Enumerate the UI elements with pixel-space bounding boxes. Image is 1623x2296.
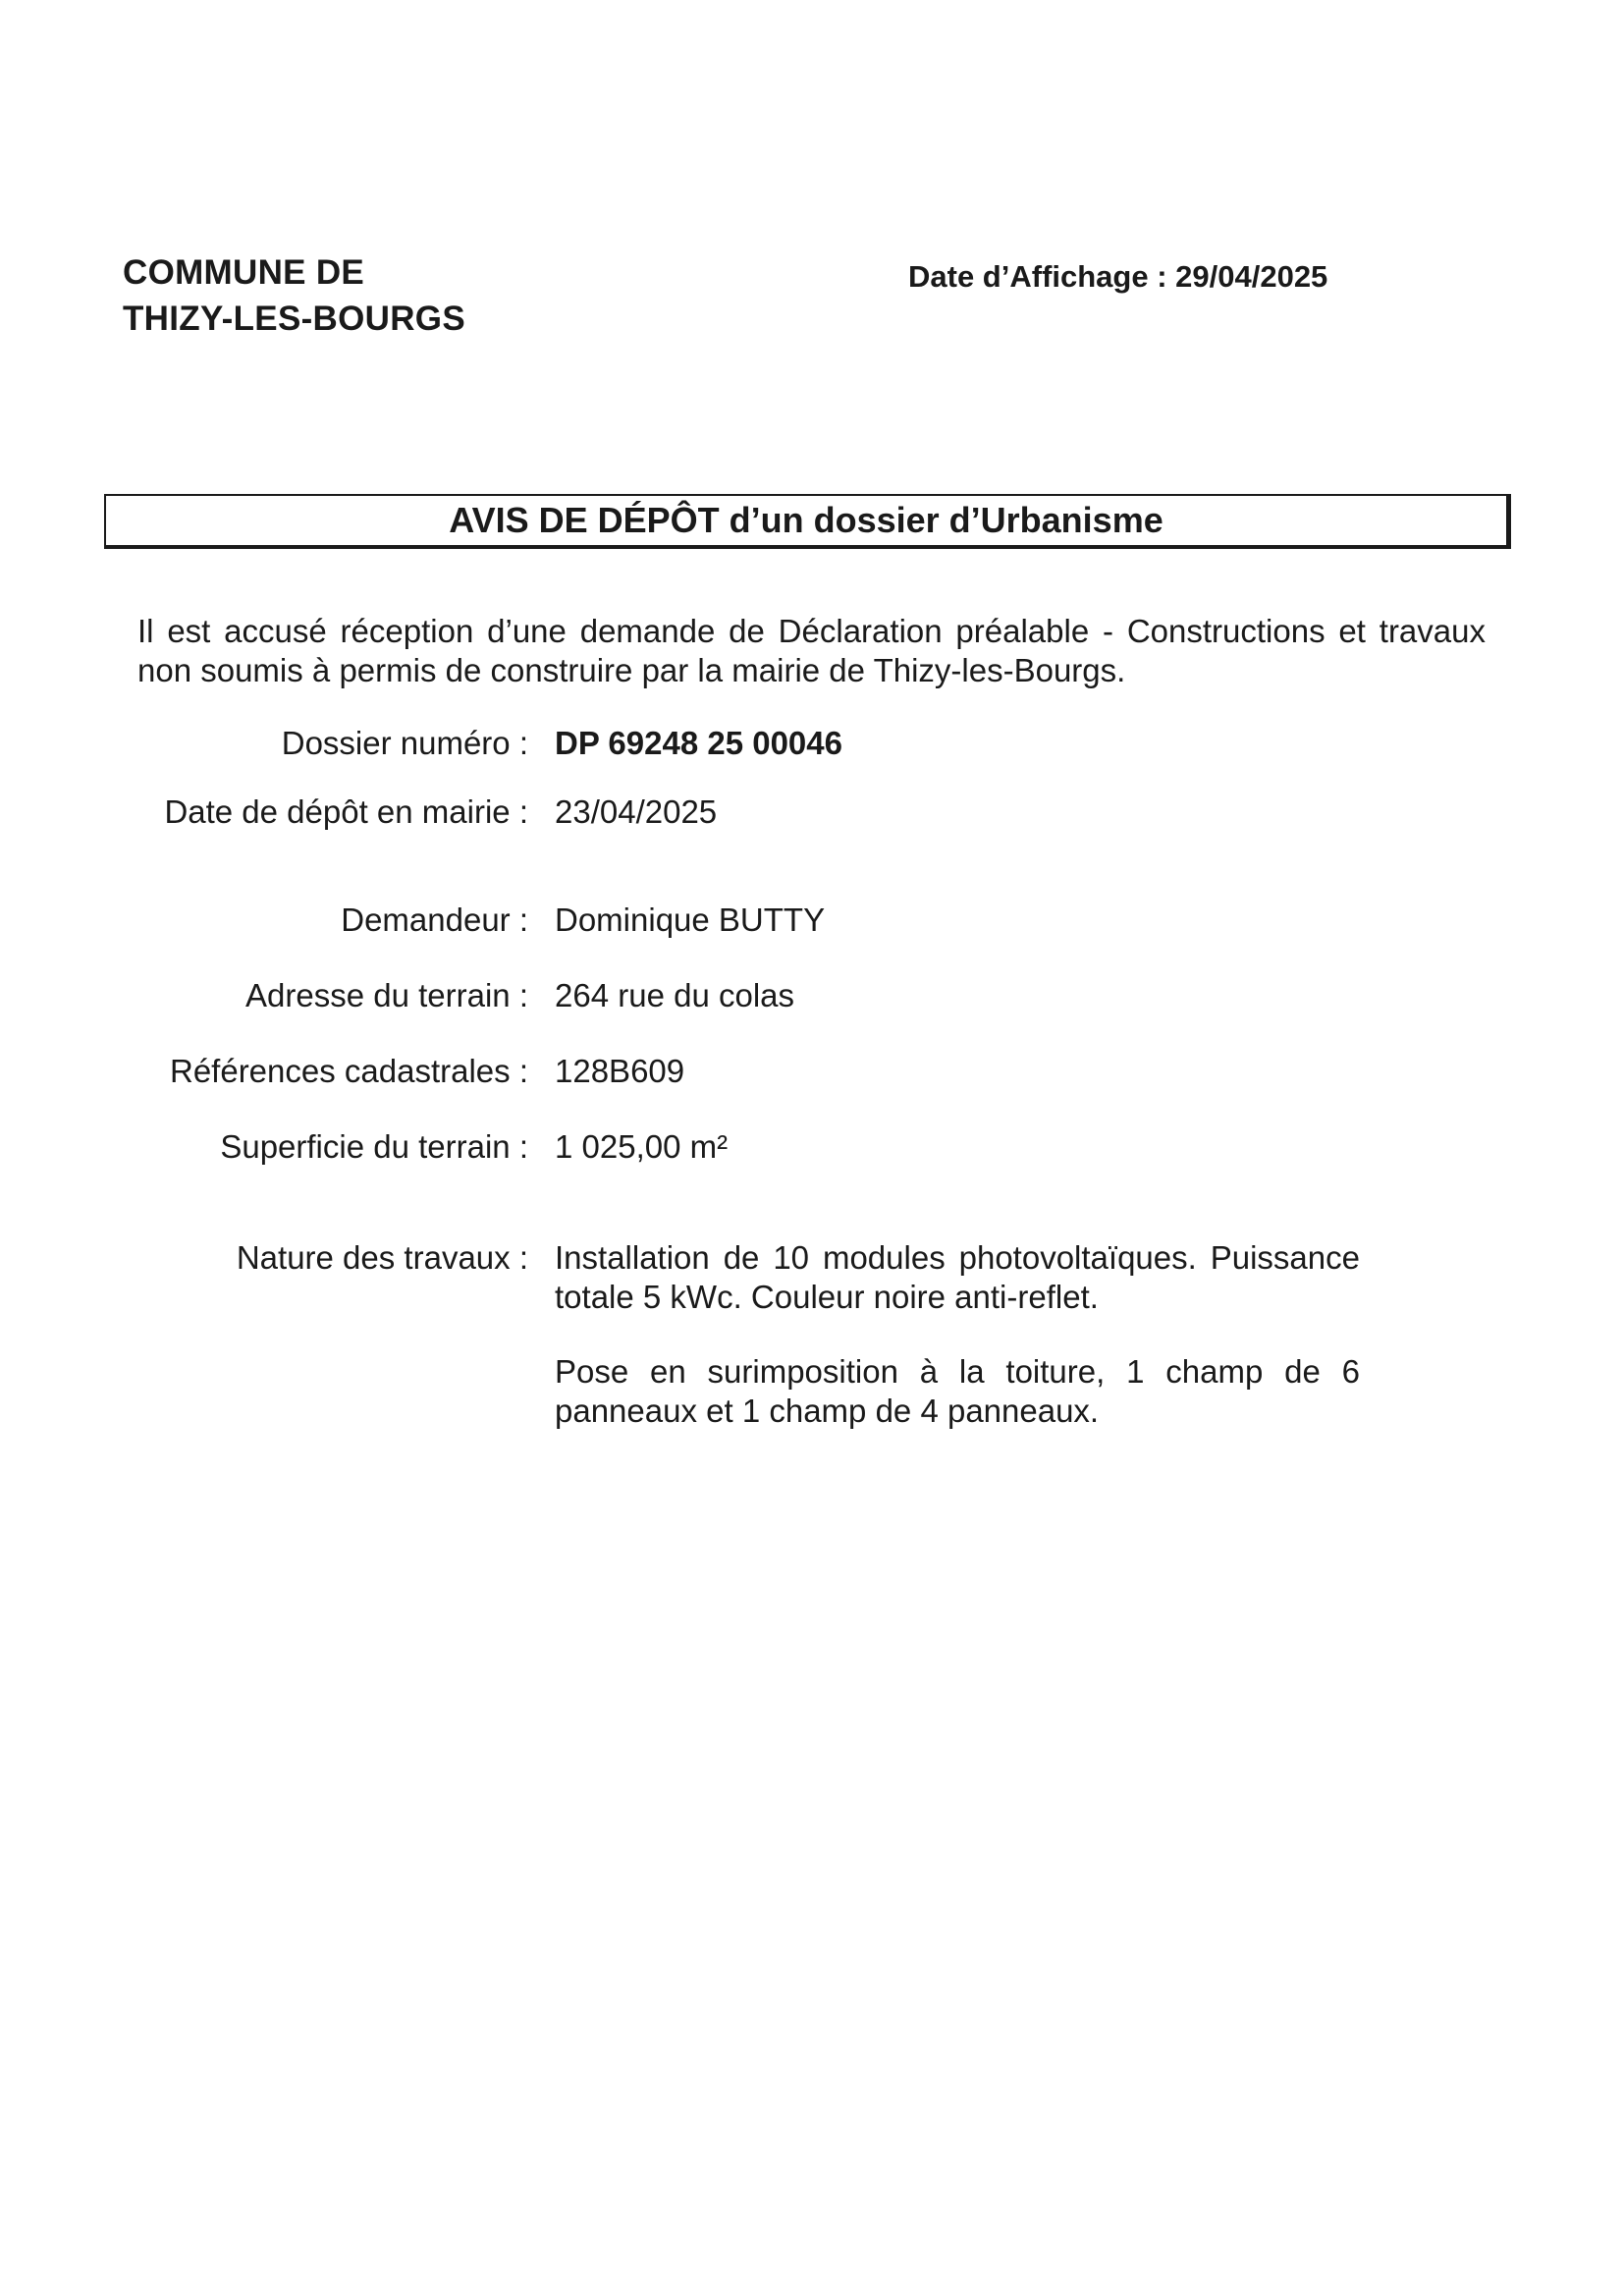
commune-line-2: THIZY-LES-BOURGS bbox=[123, 300, 465, 338]
field-label: Demandeur : bbox=[341, 902, 528, 938]
superficie-value: 1 025,00 m² bbox=[555, 1128, 729, 1165]
demandeur-value: Dominique BUTTY bbox=[555, 902, 826, 938]
dossier-number: DP 69248 25 00046 bbox=[555, 725, 842, 761]
field-label: Superficie du terrain : bbox=[220, 1128, 528, 1165]
nature-paragraph-1: Installation de 10 modules photovoltaïques. Puissance totale 5 kWc. Couleur noire anti-reflet. bbox=[555, 1239, 1360, 1315]
commune-line-1: COMMUNE DE bbox=[123, 253, 365, 292]
date-affichage: Date d’Affichage : 29/04/2025 bbox=[908, 259, 1328, 294]
commune-name bbox=[123, 249, 465, 342]
nature-paragraph-2: Pose en surimposition à la toiture, 1 champ de 6 panneaux et 1 champ de 4 panneaux. bbox=[555, 1353, 1360, 1429]
cadastre-value: 128B609 bbox=[555, 1053, 685, 1089]
field-label: Nature des travaux : bbox=[236, 1239, 528, 1276]
field-label: Adresse du terrain : bbox=[245, 977, 528, 1013]
adresse-value: 264 rue du colas bbox=[555, 977, 795, 1013]
intro-paragraph: Il est accusé réception d’une demande de Déclaration préalable - Constructions et travaux non soumis à permis de construire par la mairie de Thizy-les-Bourgs. bbox=[137, 613, 1486, 688]
field-label: Dossier numéro : bbox=[281, 725, 528, 761]
field-label: Références cadastrales : bbox=[169, 1053, 528, 1089]
notice-title: AVIS DE DÉPÔT d’un dossier d’Urbanisme bbox=[104, 494, 1511, 549]
date-depot-value: 23/04/2025 bbox=[555, 793, 718, 830]
field-label: Date de dépôt en mairie : bbox=[164, 793, 528, 830]
